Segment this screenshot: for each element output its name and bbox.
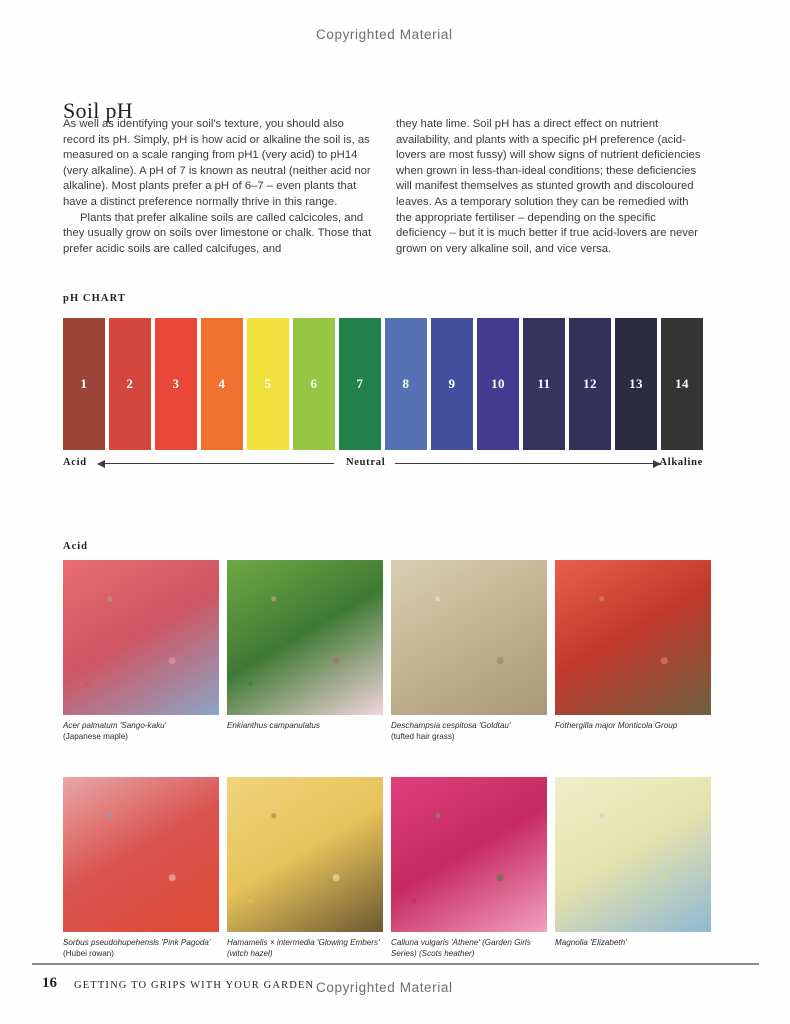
ph-bar-label: 1 [80,376,88,391]
ph-bar-label: 3 [172,376,180,391]
enkianthus-campanulatus-photo [227,560,383,715]
acid-section-heading: Acid [63,541,88,552]
photo-caption [63,721,219,742]
hamamelis-intermedia-photo [227,777,383,932]
ph-bar-12 [569,318,611,450]
body-paragraph: Plants that prefer alkaline soils are called calcicoles, and they usually grow on soils over limestone or chalk. Those that prefer acidic soils are called calcifuges, and [63,211,372,255]
ph-bar-13 [615,318,657,450]
gallery-cell [555,560,711,742]
ph-bar-2 [109,318,151,450]
photo-caption [555,721,711,732]
ph-bar-label: 2 [126,376,134,391]
photo-caption [555,938,711,949]
axis-label-neutral: Neutral [346,457,386,468]
caption-botanical-name: Magnolia 'Elizabeth' [555,938,627,948]
ph-axis [63,456,703,472]
photo-texture [555,560,711,715]
photo-caption [227,721,383,732]
ph-bar-3 [155,318,197,450]
ph-bar-7 [339,318,381,450]
ph-bar-8 [385,318,427,450]
copyright-watermark-top: Copyrighted Material [316,27,453,42]
ph-bar-label: 13 [629,376,643,391]
gallery-cell [63,560,219,742]
axis-line-right [395,463,661,464]
ph-chart-bars [63,318,703,450]
running-head: GETTING TO GRIPS WITH YOUR GARDEN [74,980,315,991]
caption-common-name: (tufted hair grass) [391,731,455,741]
ph-bar-label: 7 [356,376,364,391]
acer-palmatum-photo [63,560,219,715]
photo-caption [391,721,547,742]
magnolia-elizabeth-photo [555,777,711,932]
ph-bar-10 [477,318,519,450]
photo-texture [63,777,219,932]
caption-botanical-name: Deschampsia cespitosa 'Goldtau' [391,721,511,730]
caption-botanical-name: Acer palmatum 'Sango-kaku' [63,721,167,730]
caption-common-name: (Japanese maple) [63,731,128,741]
plant-gallery [63,560,703,959]
axis-line-left [105,463,334,464]
gallery-cell [227,777,383,959]
gallery-cell [391,777,547,959]
photo-texture [555,777,711,932]
body-column-left [63,117,374,257]
photo-texture [227,777,383,932]
calluna-vulgaris-photo [391,777,547,932]
copyright-watermark-bottom: Copyrighted Material [316,980,453,995]
ph-bar-label: 12 [583,376,597,391]
ph-bar-14 [661,318,703,450]
body-paragraph: they hate lime. Soil pH has a direct effect on nutrient availability, and plants with a specific pH preference (acid-lovers are most fussy) will show signs of nutrient deficiencies when grown in less-than-ideal conditions; these deficiencies will manifest themselves as stunted growth and discoloured leaves. As a temporary solution they can be remedied with the appropriate fertiliser – depending on the specific deficiency – but it is much better if true acid-lovers are never grown on very alkaline soil, and vice versa. [396,118,701,255]
gallery-cell [227,560,383,742]
photo-caption [227,938,383,959]
ph-bar-5 [247,318,289,450]
sorbus-pseudohupehensis-photo [63,777,219,932]
fothergilla-major-photo [555,560,711,715]
axis-label-alkaline: Alkaline [659,457,703,468]
caption-botanical-name: Sorbus pseudohupehensis 'Pink Pagoda' [63,938,211,948]
ph-bar-9 [431,318,473,450]
arrow-left-icon [97,460,105,468]
deschampsia-cespitosa-photo [391,560,547,715]
ph-bar-label: 14 [675,376,689,391]
caption-botanical-name: Hamamelis × intermedia 'Glowing Embers' (witch hazel) [227,938,380,958]
ph-bar-11 [523,318,565,450]
body-paragraph: As well as identifying your soil's texture, you should also record its pH. Simply, pH is how acid or alkaline the soil is, as measured on a scale ranging from pH1 (very acid) to pH14 (very alkaline). A pH of 7 is known as neutral (neither acid nor alkaline). Most plants prefer a pH of 6–7 – even plants that have a distinct preference normally thrive in this range. [63,118,371,208]
ph-bar-label: 5 [264,376,272,391]
caption-botanical-name: Fothergilla major Monticola Group [555,721,678,730]
photo-texture [391,560,547,715]
gallery-cell [555,777,711,959]
ph-bar-6 [293,318,335,450]
ph-chart-title: pH CHART [63,293,126,304]
page-title: Soil pH [63,97,133,123]
ph-bar-label: 8 [402,376,410,391]
gallery-row [63,560,703,742]
ph-bar-label: 10 [491,376,505,391]
caption-botanical-name: Calluna vulgaris 'Athene' (Garden Girls Series) (Scots heather) [391,938,531,958]
photo-texture [63,560,219,715]
body-column-right [396,117,707,257]
ph-bar-1 [63,318,105,450]
gallery-cell [391,560,547,742]
ph-bar-label: 11 [537,376,551,391]
caption-botanical-name: Enkianthus campanulatus [227,721,320,730]
ph-bar-label: 6 [310,376,318,391]
footer-divider [32,963,759,965]
axis-label-acid: Acid [63,457,87,468]
gallery-row [63,777,703,959]
page-number: 16 [42,975,57,991]
photo-texture [227,560,383,715]
photo-caption [391,938,547,959]
caption-common-name: (Hubei rowan) [63,948,114,958]
ph-bar-4 [201,318,243,450]
ph-bar-label: 4 [218,376,226,391]
gallery-cell [63,777,219,959]
photo-texture [391,777,547,932]
ph-bar-label: 9 [448,376,456,391]
photo-caption [63,938,219,959]
